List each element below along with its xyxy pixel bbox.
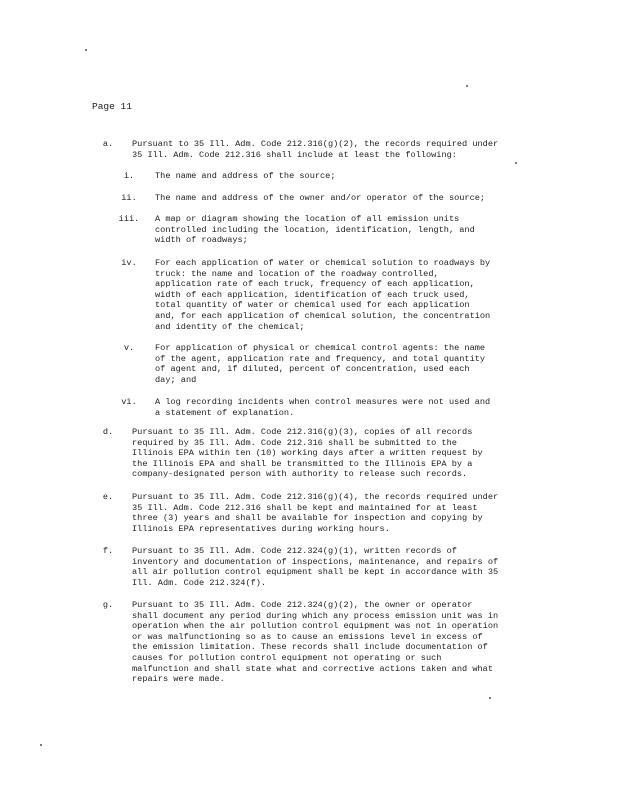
page-number: Page 11 — [92, 101, 132, 112]
scan-speck — [466, 85, 468, 87]
paragraph-label: a. — [102, 139, 114, 149]
scan-speck — [85, 49, 87, 51]
paragraph-label: g. — [102, 600, 114, 610]
subitem-text: The name and address of the owner and/or operator of the source; — [155, 193, 486, 203]
subitem-label: i. — [123, 171, 135, 181]
scan-speck — [489, 697, 491, 699]
paragraph-text: Pursuant to 35 Ill. Adm. Code 212.324(g)(1), written records of inventory and documentation of inspections, maintenance, and repairs of all air pollution control equipment shall be kept in accordance with 35 Ill. Adm. Code 212.324(f). — [132, 546, 499, 588]
subitem-label: vi. — [121, 397, 137, 407]
subitem-text: For each application of water or chemical solution to roadways by truck: the name and location of the roadway controlled, application rate of each truck, frequency of each application, width of each application, identification of each truck used, total quantity of water or chemical used for each application and, for each application of chemical solution, the concentration and identity of the chemical; — [155, 258, 491, 332]
paragraph-label: f. — [102, 546, 114, 556]
paragraph-text: Pursuant to 35 Ill. Adm. Code 212.324(g)(2), the owner or operator shall document any period during which any process emission unit was in operation when the air pollution control equipment was not in operation or was malfunctioning so as to cause an emissions level in excess of the emission limitation. These records shall include documentation of causes for pollution control equipment not operating or such malfunction and shall state what and corrective actions taken and what repairs were made. — [132, 600, 499, 685]
paragraph-text: Pursuant to 35 Ill. Adm. Code 212.316(g)(3), copies of all records required by 35 Ill. Adm. Code 212.316 shall be submitted to the Illinois EPA within ten (10) working days after a written request by the Illinois EPA and shall be transmitted to the Illinois EPA by a company-designated person with authority to release such records. — [132, 427, 483, 480]
subitem-label: iii. — [118, 214, 140, 224]
paragraph-label: d. — [102, 427, 114, 437]
subitem-label: ii. — [121, 193, 137, 203]
subitem-text: A log recording incidents when control measures were not used and a statement of explanation. — [155, 397, 491, 418]
subitem-text: A map or diagram showing the location of all emission units controlled including the location, identification, length, and width of roadways; — [155, 214, 475, 246]
subitem-label: v. — [123, 343, 135, 353]
paragraph-label: e. — [102, 492, 114, 502]
paragraph-text: Pursuant to 35 Ill. Adm. Code 212.316(g)(2), the records required under 35 Ill. Adm. Code 212.316 shall include at least the following: — [132, 139, 499, 160]
scan-speck — [515, 162, 517, 164]
scan-speck — [40, 744, 42, 746]
paragraph-text: Pursuant to 35 Ill. Adm. Code 212.316(g)(4), the records required under 35 Ill. Adm. Code 212.316 shall be kept and maintained for at least three (3) years and shall be available for inspection and copying by Illinois EPA representatives during working hours. — [132, 492, 499, 534]
subitem-label: iv. — [121, 258, 137, 268]
subitem-text: The name and address of the source; — [155, 171, 336, 181]
subitem-text: For application of physical or chemical control agents: the name of the agent, application rate and frequency, and total quantity of agent and, if diluted, percent of concentration, used each day; and — [155, 343, 486, 385]
